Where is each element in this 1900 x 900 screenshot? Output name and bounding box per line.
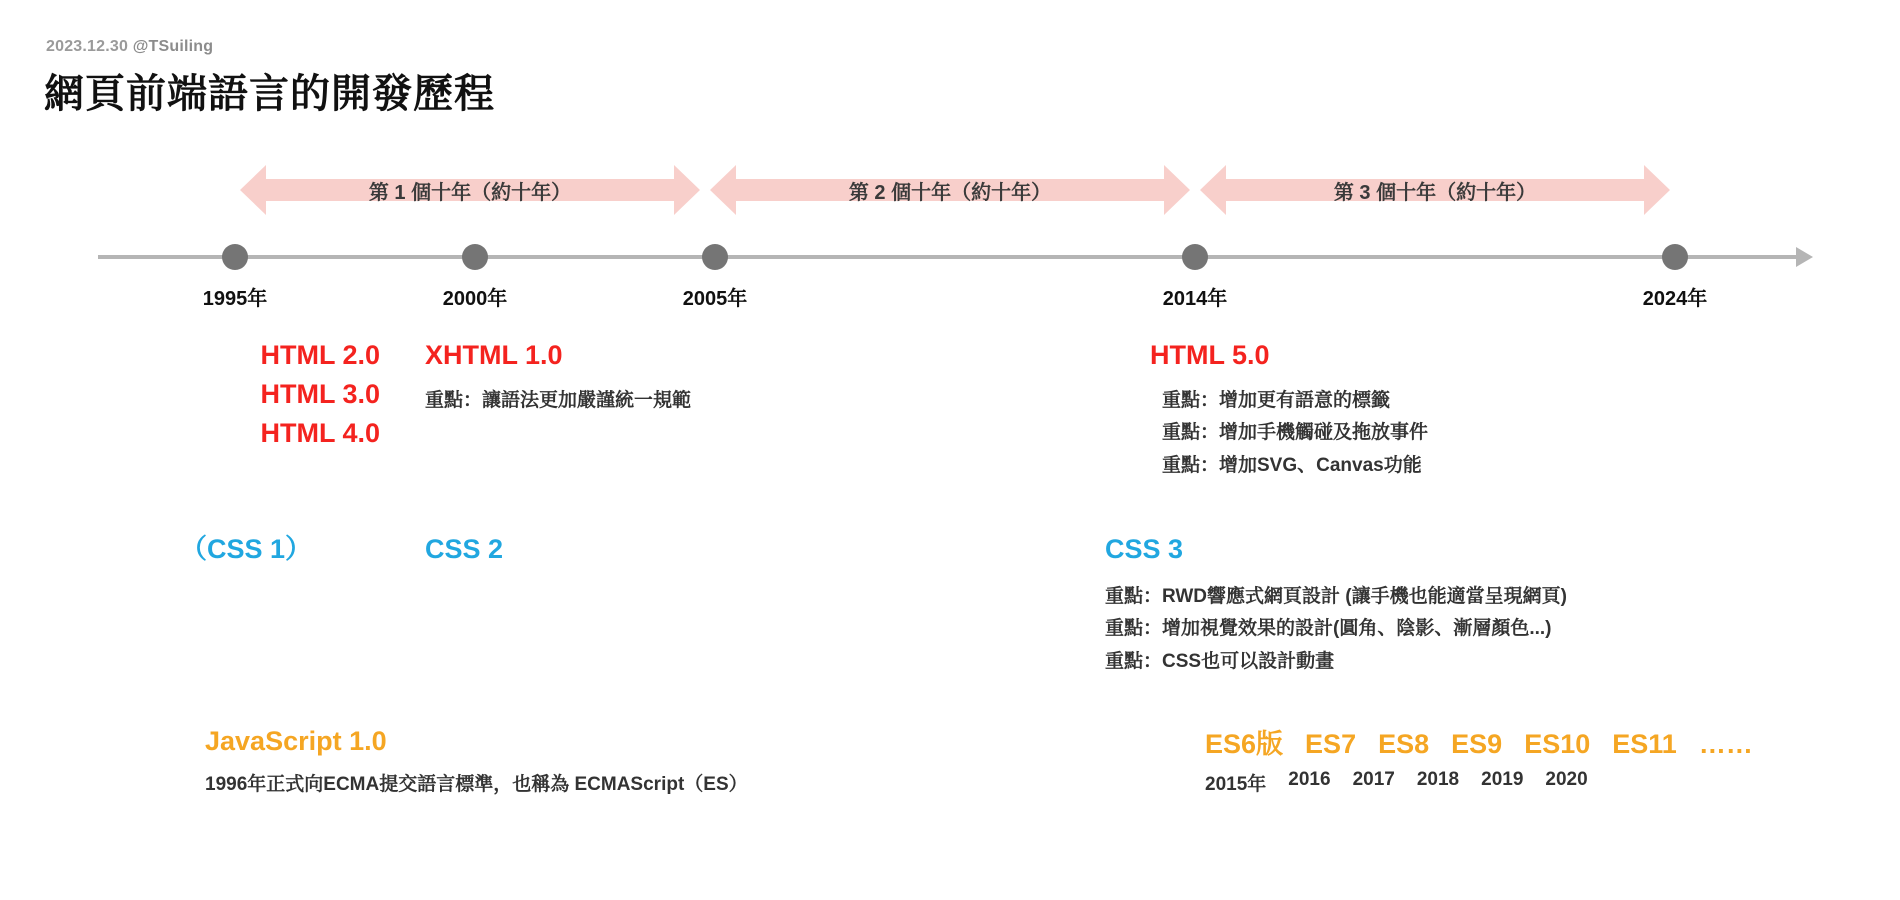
- timeline-year-2014: 2014年: [1162, 288, 1228, 310]
- timeline-year-2024: 2024年: [1642, 288, 1708, 310]
- html-5-0-note-1: 重點：增加更有語意的標籤: [1162, 390, 1391, 412]
- es-year-2018: 2018: [1416, 769, 1460, 790]
- xhtml-2000-group: [425, 336, 691, 417]
- timeline-year-1995: 1995年: [202, 288, 268, 310]
- html5-2014-group: [1150, 336, 1428, 482]
- html-5-0-note-2: 重點：增加手機觸碰及拖放事件: [1162, 422, 1429, 444]
- decade-label-2: 第 2 個十年（約十年）: [848, 181, 1052, 204]
- es-version-es9: ES9: [1451, 729, 1503, 759]
- timeline-year-2000: 2000年: [442, 288, 508, 310]
- es-version-es6: ES6版: [1205, 729, 1284, 759]
- decade-band-1: [240, 165, 700, 215]
- timeline-arrow-icon: [1796, 247, 1813, 267]
- page-title: 網頁前端語言的開發歷程: [44, 72, 495, 116]
- html-5-0-label: HTML 5.0: [1150, 340, 1270, 370]
- decade-label-1: 第 1 個十年（約十年）: [368, 181, 572, 204]
- es-versions-group: [1205, 722, 1753, 796]
- css-3-note-2: 重點：增加視覺效果的設計(圓角、陰影、漸層顏色...): [1105, 618, 1552, 640]
- es-years-row: [1205, 769, 1753, 796]
- css3-group: [1105, 530, 1567, 678]
- decade-label-3: 第 3 個十年（約十年）: [1333, 181, 1537, 204]
- es-year-2019: 2019: [1481, 769, 1524, 790]
- decade-band-2: [710, 165, 1190, 215]
- xhtml-1-0-note: 重點：讓語法更加嚴謹統一規範: [425, 390, 692, 412]
- css1-group: [180, 530, 312, 569]
- es-versions-row: [1205, 722, 1753, 761]
- es-year-2016: 2016: [1288, 769, 1331, 790]
- timeline-node-2005: [702, 244, 728, 270]
- css-3-label: CSS 3: [1105, 534, 1184, 564]
- html-5-0-note-3: 重點：增加SVG、Canvas功能: [1162, 454, 1422, 476]
- xhtml-1-0-label: XHTML 1.0: [425, 340, 563, 370]
- css-1-label: （CSS 1）: [180, 534, 313, 564]
- es-year-2020: 2020: [1545, 769, 1588, 790]
- timeline-node-2014: [1182, 244, 1208, 270]
- meta-line: [46, 38, 213, 56]
- timeline-axis: [98, 255, 1798, 259]
- author-handle: @TSuiling: [132, 38, 214, 55]
- es-version-es11: ES11: [1612, 729, 1677, 759]
- es-version-more: ……: [1698, 729, 1753, 759]
- css2-group: [425, 530, 503, 569]
- timeline-node-1995: [222, 244, 248, 270]
- html-2-0-label: HTML 2.0: [260, 340, 380, 370]
- es-version-es7: ES7: [1305, 729, 1357, 759]
- javascript-group: [205, 722, 748, 801]
- html-1995-group: [140, 336, 380, 453]
- css-3-note-1: 重點：RWD響應式網頁設計 (讓手機也能適當呈現網頁): [1105, 586, 1567, 608]
- html-4-0-label: HTML 4.0: [260, 418, 380, 449]
- es-version-es8: ES8: [1378, 729, 1430, 759]
- es-year-2015: 2015年: [1205, 774, 1267, 795]
- javascript-note: 1996年正式向ECMA提交語言標準，也稱為 ECMAScript（ES）: [205, 774, 748, 796]
- css-3-note-3: 重點：CSS也可以設計動畫: [1105, 650, 1335, 672]
- javascript-1-0-label: JavaScript 1.0: [205, 726, 387, 756]
- decade-band-3: [1200, 165, 1670, 215]
- html-3-0-label: HTML 3.0: [260, 379, 380, 410]
- timeline-node-2000: [462, 244, 488, 270]
- timeline-year-2005: 2005年: [682, 288, 748, 310]
- date-text: 2023.12.30: [46, 38, 129, 55]
- es-version-es10: ES10: [1524, 729, 1591, 759]
- timeline-node-2024: [1662, 244, 1688, 270]
- css-2-label: CSS 2: [425, 534, 504, 564]
- es-year-2017: 2017: [1352, 769, 1395, 790]
